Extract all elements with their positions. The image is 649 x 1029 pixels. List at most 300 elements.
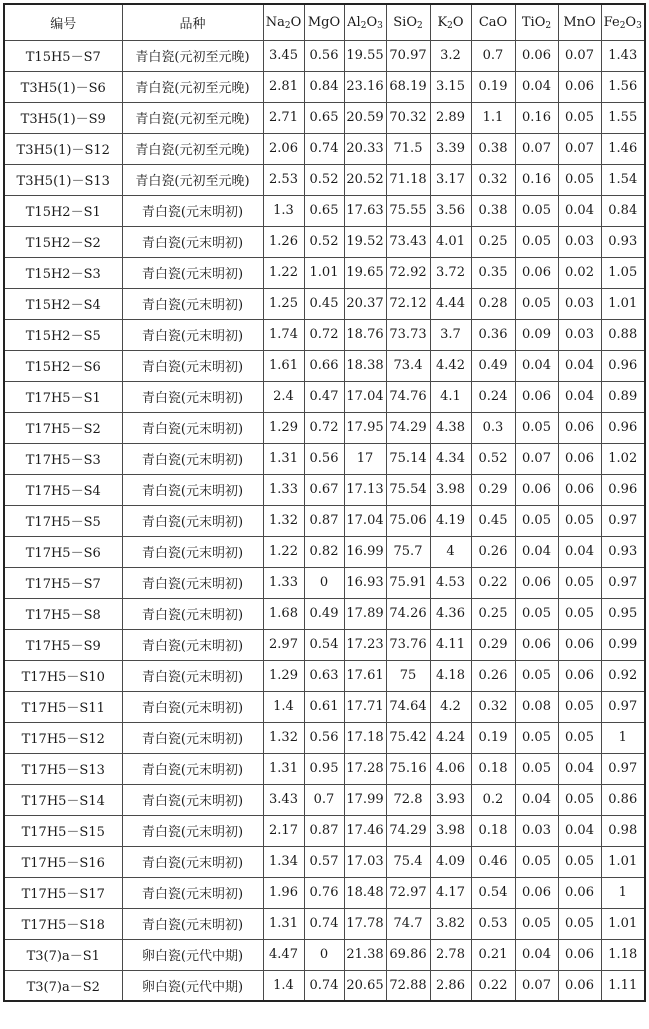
cell-mno: 0.04	[558, 350, 601, 381]
cell-sample-id: T17H5－S2	[4, 412, 122, 443]
cell-al2o3: 19.52	[344, 226, 386, 257]
cell-tio2: 0.05	[515, 722, 558, 753]
cell-na2o: 1.29	[263, 412, 304, 443]
cell-sample-id: T17H5－S13	[4, 753, 122, 784]
cell-na2o: 1.4	[263, 970, 304, 1001]
header-fe2o3	[601, 4, 645, 40]
cell-na2o: 1.61	[263, 350, 304, 381]
header-text-part: CaO	[478, 14, 508, 30]
cell-na2o: 3.45	[263, 40, 304, 71]
cell-sio2: 73.43	[386, 226, 430, 257]
cell-tio2: 0.04	[515, 939, 558, 970]
table-row	[4, 381, 645, 412]
cell-mgo: 0.66	[304, 350, 344, 381]
cell-fe2o3: 0.99	[601, 629, 645, 660]
cell-al2o3: 17.61	[344, 660, 386, 691]
cell-mno: 0.05	[558, 164, 601, 195]
cell-fe2o3: 1.18	[601, 939, 645, 970]
cell-sample-id: T17H5－S14	[4, 784, 122, 815]
cell-cao: 0.52	[471, 443, 515, 474]
cell-na2o: 1.34	[263, 846, 304, 877]
cell-na2o: 1.3	[263, 195, 304, 226]
table-row	[4, 877, 645, 908]
cell-al2o3: 17.78	[344, 908, 386, 939]
cell-sio2: 74.29	[386, 412, 430, 443]
cell-al2o3: 17.04	[344, 381, 386, 412]
cell-mgo: 0.54	[304, 629, 344, 660]
cell-al2o3: 17.03	[344, 846, 386, 877]
cell-cao: 0.3	[471, 412, 515, 443]
cell-k2o: 3.56	[430, 195, 471, 226]
cell-tio2: 0.06	[515, 629, 558, 660]
table-row	[4, 288, 645, 319]
cell-sio2: 72.12	[386, 288, 430, 319]
cell-sio2: 73.73	[386, 319, 430, 350]
cell-mgo: 0.63	[304, 660, 344, 691]
cell-sample-id: T3H5(1)－S6	[4, 71, 122, 102]
cell-na2o: 1.33	[263, 474, 304, 505]
cell-mgo: 0.82	[304, 536, 344, 567]
cell-sio2: 75.14	[386, 443, 430, 474]
cell-variety: 卵白瓷(元代中期)	[122, 970, 263, 1001]
cell-variety: 青白瓷(元末明初)	[122, 567, 263, 598]
table-row	[4, 319, 645, 350]
cell-mno: 0.02	[558, 257, 601, 288]
cell-variety: 青白瓷(元初至元晚)	[122, 71, 263, 102]
cell-mgo: 0.84	[304, 71, 344, 102]
header-text-part: K	[437, 14, 448, 30]
cell-mgo: 0.65	[304, 102, 344, 133]
cell-cao: 0.18	[471, 815, 515, 846]
cell-variety: 青白瓷(元末明初)	[122, 257, 263, 288]
cell-sample-id: T17H5－S16	[4, 846, 122, 877]
cell-al2o3: 17.89	[344, 598, 386, 629]
cell-k2o: 4.09	[430, 846, 471, 877]
cell-mgo: 0.76	[304, 877, 344, 908]
cell-cao: 1.1	[471, 102, 515, 133]
header-text-part: 2	[619, 20, 626, 31]
cell-k2o: 2.78	[430, 939, 471, 970]
cell-sample-id: T3H5(1)－S12	[4, 133, 122, 164]
cell-cao: 0.32	[471, 691, 515, 722]
cell-k2o: 4.06	[430, 753, 471, 784]
header-text-part: 3	[377, 20, 383, 31]
cell-cao: 0.25	[471, 226, 515, 257]
cell-al2o3: 21.38	[344, 939, 386, 970]
table-row	[4, 474, 645, 505]
cell-sio2: 75.06	[386, 505, 430, 536]
cell-tio2: 0.05	[515, 195, 558, 226]
cell-sio2: 74.26	[386, 598, 430, 629]
cell-mno: 0.07	[558, 40, 601, 71]
cell-variety: 青白瓷(元末明初)	[122, 350, 263, 381]
header-text-part: O	[366, 14, 378, 30]
header-text-part: MgO	[307, 14, 341, 30]
cell-sio2: 75.16	[386, 753, 430, 784]
cell-variety: 青白瓷(元末明初)	[122, 877, 263, 908]
cell-al2o3: 20.52	[344, 164, 386, 195]
cell-variety: 青白瓷(元末明初)	[122, 505, 263, 536]
table-row	[4, 257, 645, 288]
cell-sample-id: T3H5(1)－S13	[4, 164, 122, 195]
cell-mgo: 0.74	[304, 133, 344, 164]
cell-mno: 0.04	[558, 815, 601, 846]
cell-mno: 0.06	[558, 71, 601, 102]
cell-cao: 0.7	[471, 40, 515, 71]
cell-tio2: 0.05	[515, 753, 558, 784]
cell-mno: 0.06	[558, 939, 601, 970]
cell-tio2: 0.04	[515, 71, 558, 102]
cell-tio2: 0.05	[515, 908, 558, 939]
cell-variety: 青白瓷(元末明初)	[122, 629, 263, 660]
cell-fe2o3: 1.02	[601, 443, 645, 474]
header-na2o	[263, 4, 304, 40]
cell-al2o3: 17.99	[344, 784, 386, 815]
cell-sio2: 73.76	[386, 629, 430, 660]
cell-sio2: 74.76	[386, 381, 430, 412]
table-row	[4, 567, 645, 598]
header-row	[4, 4, 645, 40]
cell-k2o: 2.89	[430, 102, 471, 133]
cell-tio2: 0.06	[515, 381, 558, 412]
cell-mgo: 0.45	[304, 288, 344, 319]
cell-variety: 青白瓷(元末明初)	[122, 474, 263, 505]
cell-mno: 0.06	[558, 877, 601, 908]
cell-fe2o3: 0.84	[601, 195, 645, 226]
cell-fe2o3: 0.86	[601, 784, 645, 815]
table-row	[4, 536, 645, 567]
cell-sio2: 72.88	[386, 970, 430, 1001]
cell-cao: 0.53	[471, 908, 515, 939]
cell-sample-id: T17H5－S6	[4, 536, 122, 567]
cell-al2o3: 23.16	[344, 71, 386, 102]
cell-al2o3: 17.46	[344, 815, 386, 846]
cell-al2o3: 17.71	[344, 691, 386, 722]
table-row	[4, 505, 645, 536]
cell-sample-id: T17H5－S12	[4, 722, 122, 753]
cell-mgo: 0.95	[304, 753, 344, 784]
cell-fe2o3: 0.97	[601, 691, 645, 722]
cell-sio2: 75.55	[386, 195, 430, 226]
cell-fe2o3: 1.01	[601, 908, 645, 939]
cell-sio2: 72.97	[386, 877, 430, 908]
cell-sample-id: T17H5－S5	[4, 505, 122, 536]
cell-k2o: 3.72	[430, 257, 471, 288]
cell-mno: 0.05	[558, 505, 601, 536]
cell-sample-id: T15H2－S1	[4, 195, 122, 226]
cell-mno: 0.03	[558, 288, 601, 319]
cell-na2o: 1.31	[263, 908, 304, 939]
cell-tio2: 0.05	[515, 660, 558, 691]
cell-k2o: 4.01	[430, 226, 471, 257]
cell-sample-id: T17H5－S3	[4, 443, 122, 474]
cell-na2o: 1.32	[263, 722, 304, 753]
cell-sio2: 75.91	[386, 567, 430, 598]
cell-k2o: 3.17	[430, 164, 471, 195]
cell-na2o: 1.31	[263, 443, 304, 474]
cell-na2o: 2.17	[263, 815, 304, 846]
cell-k2o: 4.42	[430, 350, 471, 381]
cell-mgo: 0.56	[304, 40, 344, 71]
cell-sio2: 75.4	[386, 846, 430, 877]
cell-mgo: 0.72	[304, 319, 344, 350]
cell-tio2: 0.07	[515, 970, 558, 1001]
cell-fe2o3: 1.05	[601, 257, 645, 288]
header-text-part: 品种	[179, 16, 206, 32]
table-row	[4, 784, 645, 815]
cell-mno: 0.07	[558, 133, 601, 164]
cell-na2o: 2.4	[263, 381, 304, 412]
cell-mgo: 0.67	[304, 474, 344, 505]
cell-na2o: 1.74	[263, 319, 304, 350]
cell-fe2o3: 1.55	[601, 102, 645, 133]
cell-fe2o3: 1.01	[601, 288, 645, 319]
cell-na2o: 1.4	[263, 691, 304, 722]
header-text-part: 2	[447, 20, 453, 31]
cell-sio2: 74.7	[386, 908, 430, 939]
cell-sample-id: T15H2－S6	[4, 350, 122, 381]
cell-variety: 卵白瓷(元代中期)	[122, 939, 263, 970]
cell-cao: 0.24	[471, 381, 515, 412]
cell-sample-id: T17H5－S4	[4, 474, 122, 505]
header-k2o	[430, 4, 471, 40]
cell-mgo: 0.61	[304, 691, 344, 722]
cell-tio2: 0.06	[515, 474, 558, 505]
header-text-part: MnO	[563, 14, 596, 30]
cell-cao: 0.38	[471, 133, 515, 164]
cell-mno: 0.06	[558, 970, 601, 1001]
cell-tio2: 0.04	[515, 536, 558, 567]
cell-k2o: 3.82	[430, 908, 471, 939]
table-row	[4, 164, 645, 195]
cell-al2o3: 18.38	[344, 350, 386, 381]
cell-fe2o3: 0.96	[601, 412, 645, 443]
cell-mgo: 0.72	[304, 412, 344, 443]
header-text-part: 2	[417, 20, 423, 31]
cell-fe2o3: 1	[601, 722, 645, 753]
cell-cao: 0.18	[471, 753, 515, 784]
header-text-part: 2	[360, 20, 367, 31]
cell-na2o: 1.29	[263, 660, 304, 691]
cell-mno: 0.06	[558, 412, 601, 443]
header-text-part: SiO	[393, 14, 417, 30]
cell-tio2: 0.04	[515, 784, 558, 815]
cell-mgo: 0.47	[304, 381, 344, 412]
table-row	[4, 691, 645, 722]
cell-variety: 青白瓷(元末明初)	[122, 319, 263, 350]
cell-mno: 0.05	[558, 567, 601, 598]
cell-variety: 青白瓷(元末明初)	[122, 846, 263, 877]
cell-fe2o3: 1.46	[601, 133, 645, 164]
cell-k2o: 3.98	[430, 815, 471, 846]
table-header	[4, 4, 645, 40]
cell-sample-id: T15H2－S4	[4, 288, 122, 319]
table-row	[4, 846, 645, 877]
cell-sio2: 70.32	[386, 102, 430, 133]
cell-cao: 0.29	[471, 629, 515, 660]
table-row	[4, 350, 645, 381]
cell-k2o: 4.17	[430, 877, 471, 908]
header-al2o3	[344, 4, 386, 40]
cell-fe2o3: 1.11	[601, 970, 645, 1001]
cell-cao: 0.38	[471, 195, 515, 226]
cell-mgo: 0.87	[304, 815, 344, 846]
cell-k2o: 2.86	[430, 970, 471, 1001]
header-text-part: 2	[284, 20, 291, 31]
cell-cao: 0.26	[471, 536, 515, 567]
cell-tio2: 0.07	[515, 133, 558, 164]
header-text-part: Fe	[603, 14, 620, 30]
cell-k2o: 3.39	[430, 133, 471, 164]
cell-cao: 0.32	[471, 164, 515, 195]
cell-cao: 0.25	[471, 598, 515, 629]
cell-mno: 0.05	[558, 691, 601, 722]
cell-na2o: 1.96	[263, 877, 304, 908]
cell-mgo: 0.52	[304, 226, 344, 257]
table-row	[4, 939, 645, 970]
cell-tio2: 0.05	[515, 288, 558, 319]
cell-na2o: 2.06	[263, 133, 304, 164]
cell-cao: 0.49	[471, 350, 515, 381]
header-text-part: O	[452, 14, 464, 30]
cell-cao: 0.36	[471, 319, 515, 350]
header-text-part: Al	[347, 14, 361, 30]
table-row	[4, 815, 645, 846]
header-text-part: TiO	[521, 14, 546, 30]
cell-al2o3: 17.04	[344, 505, 386, 536]
cell-fe2o3: 0.95	[601, 598, 645, 629]
header-sample-id	[4, 4, 122, 40]
cell-cao: 0.46	[471, 846, 515, 877]
table-row	[4, 908, 645, 939]
table-row	[4, 133, 645, 164]
cell-sio2: 72.92	[386, 257, 430, 288]
cell-na2o: 2.53	[263, 164, 304, 195]
cell-sample-id: T17H5－S17	[4, 877, 122, 908]
cell-na2o: 4.47	[263, 939, 304, 970]
table-row	[4, 40, 645, 71]
cell-sample-id: T15H5－S7	[4, 40, 122, 71]
header-tio2	[515, 4, 558, 40]
table-row	[4, 970, 645, 1001]
cell-fe2o3: 1.01	[601, 846, 645, 877]
cell-sample-id: T17H5－S15	[4, 815, 122, 846]
cell-sio2: 74.29	[386, 815, 430, 846]
cell-fe2o3: 0.96	[601, 474, 645, 505]
cell-k2o: 3.93	[430, 784, 471, 815]
cell-cao: 0.26	[471, 660, 515, 691]
cell-sample-id: T17H5－S1	[4, 381, 122, 412]
cell-fe2o3: 0.93	[601, 226, 645, 257]
cell-mgo: 0	[304, 939, 344, 970]
cell-variety: 青白瓷(元末明初)	[122, 536, 263, 567]
cell-sample-id: T17H5－S8	[4, 598, 122, 629]
cell-variety: 青白瓷(元末明初)	[122, 288, 263, 319]
cell-k2o: 3.98	[430, 474, 471, 505]
cell-mno: 0.06	[558, 474, 601, 505]
cell-al2o3: 17	[344, 443, 386, 474]
cell-al2o3: 20.65	[344, 970, 386, 1001]
table-row	[4, 443, 645, 474]
cell-variety: 青白瓷(元初至元晚)	[122, 133, 263, 164]
cell-mno: 0.06	[558, 629, 601, 660]
cell-sample-id: T3H5(1)－S9	[4, 102, 122, 133]
cell-variety: 青白瓷(元初至元晚)	[122, 164, 263, 195]
table-row	[4, 195, 645, 226]
cell-na2o: 1.25	[263, 288, 304, 319]
cell-na2o: 1.26	[263, 226, 304, 257]
cell-sample-id: T15H2－S2	[4, 226, 122, 257]
cell-variety: 青白瓷(元初至元晚)	[122, 102, 263, 133]
cell-variety: 青白瓷(元末明初)	[122, 784, 263, 815]
cell-tio2: 0.05	[515, 505, 558, 536]
table-row	[4, 412, 645, 443]
cell-mgo: 0.56	[304, 722, 344, 753]
cell-mno: 0.05	[558, 846, 601, 877]
cell-sample-id: T17H5－S10	[4, 660, 122, 691]
header-text-part: O	[625, 14, 637, 30]
cell-mno: 0.04	[558, 753, 601, 784]
cell-sio2: 69.86	[386, 939, 430, 970]
cell-tio2: 0.06	[515, 257, 558, 288]
cell-cao: 0.54	[471, 877, 515, 908]
cell-fe2o3: 0.92	[601, 660, 645, 691]
cell-na2o: 1.31	[263, 753, 304, 784]
cell-cao: 0.22	[471, 567, 515, 598]
cell-fe2o3: 1	[601, 877, 645, 908]
cell-variety: 青白瓷(元末明初)	[122, 412, 263, 443]
cell-mno: 0.05	[558, 722, 601, 753]
cell-al2o3: 18.48	[344, 877, 386, 908]
cell-sample-id: T17H5－S7	[4, 567, 122, 598]
cell-variety: 青白瓷(元末明初)	[122, 691, 263, 722]
cell-fe2o3: 0.88	[601, 319, 645, 350]
cell-sio2: 75.54	[386, 474, 430, 505]
cell-k2o: 4.34	[430, 443, 471, 474]
table-row	[4, 629, 645, 660]
cell-tio2: 0.05	[515, 226, 558, 257]
cell-sio2: 73.4	[386, 350, 430, 381]
cell-variety: 青白瓷(元末明初)	[122, 195, 263, 226]
cell-mno: 0.06	[558, 660, 601, 691]
cell-mno: 0.05	[558, 784, 601, 815]
composition-table	[3, 3, 646, 1002]
cell-k2o: 4.44	[430, 288, 471, 319]
cell-na2o: 1.22	[263, 536, 304, 567]
cell-sio2: 75	[386, 660, 430, 691]
cell-mgo: 0.74	[304, 970, 344, 1001]
cell-fe2o3: 1.54	[601, 164, 645, 195]
table-row	[4, 71, 645, 102]
table-row	[4, 102, 645, 133]
cell-cao: 0.35	[471, 257, 515, 288]
table-row	[4, 660, 645, 691]
cell-na2o: 3.43	[263, 784, 304, 815]
cell-mno: 0.04	[558, 195, 601, 226]
cell-variety: 青白瓷(元末明初)	[122, 908, 263, 939]
cell-mno: 0.03	[558, 319, 601, 350]
cell-fe2o3: 0.97	[601, 753, 645, 784]
cell-k2o: 4.2	[430, 691, 471, 722]
cell-al2o3: 19.55	[344, 40, 386, 71]
cell-al2o3: 17.63	[344, 195, 386, 226]
cell-fe2o3: 0.96	[601, 350, 645, 381]
header-text-part: O	[290, 14, 302, 30]
cell-tio2: 0.06	[515, 567, 558, 598]
header-text-part: 3	[636, 20, 642, 31]
cell-na2o: 2.71	[263, 102, 304, 133]
cell-mno: 0.06	[558, 443, 601, 474]
